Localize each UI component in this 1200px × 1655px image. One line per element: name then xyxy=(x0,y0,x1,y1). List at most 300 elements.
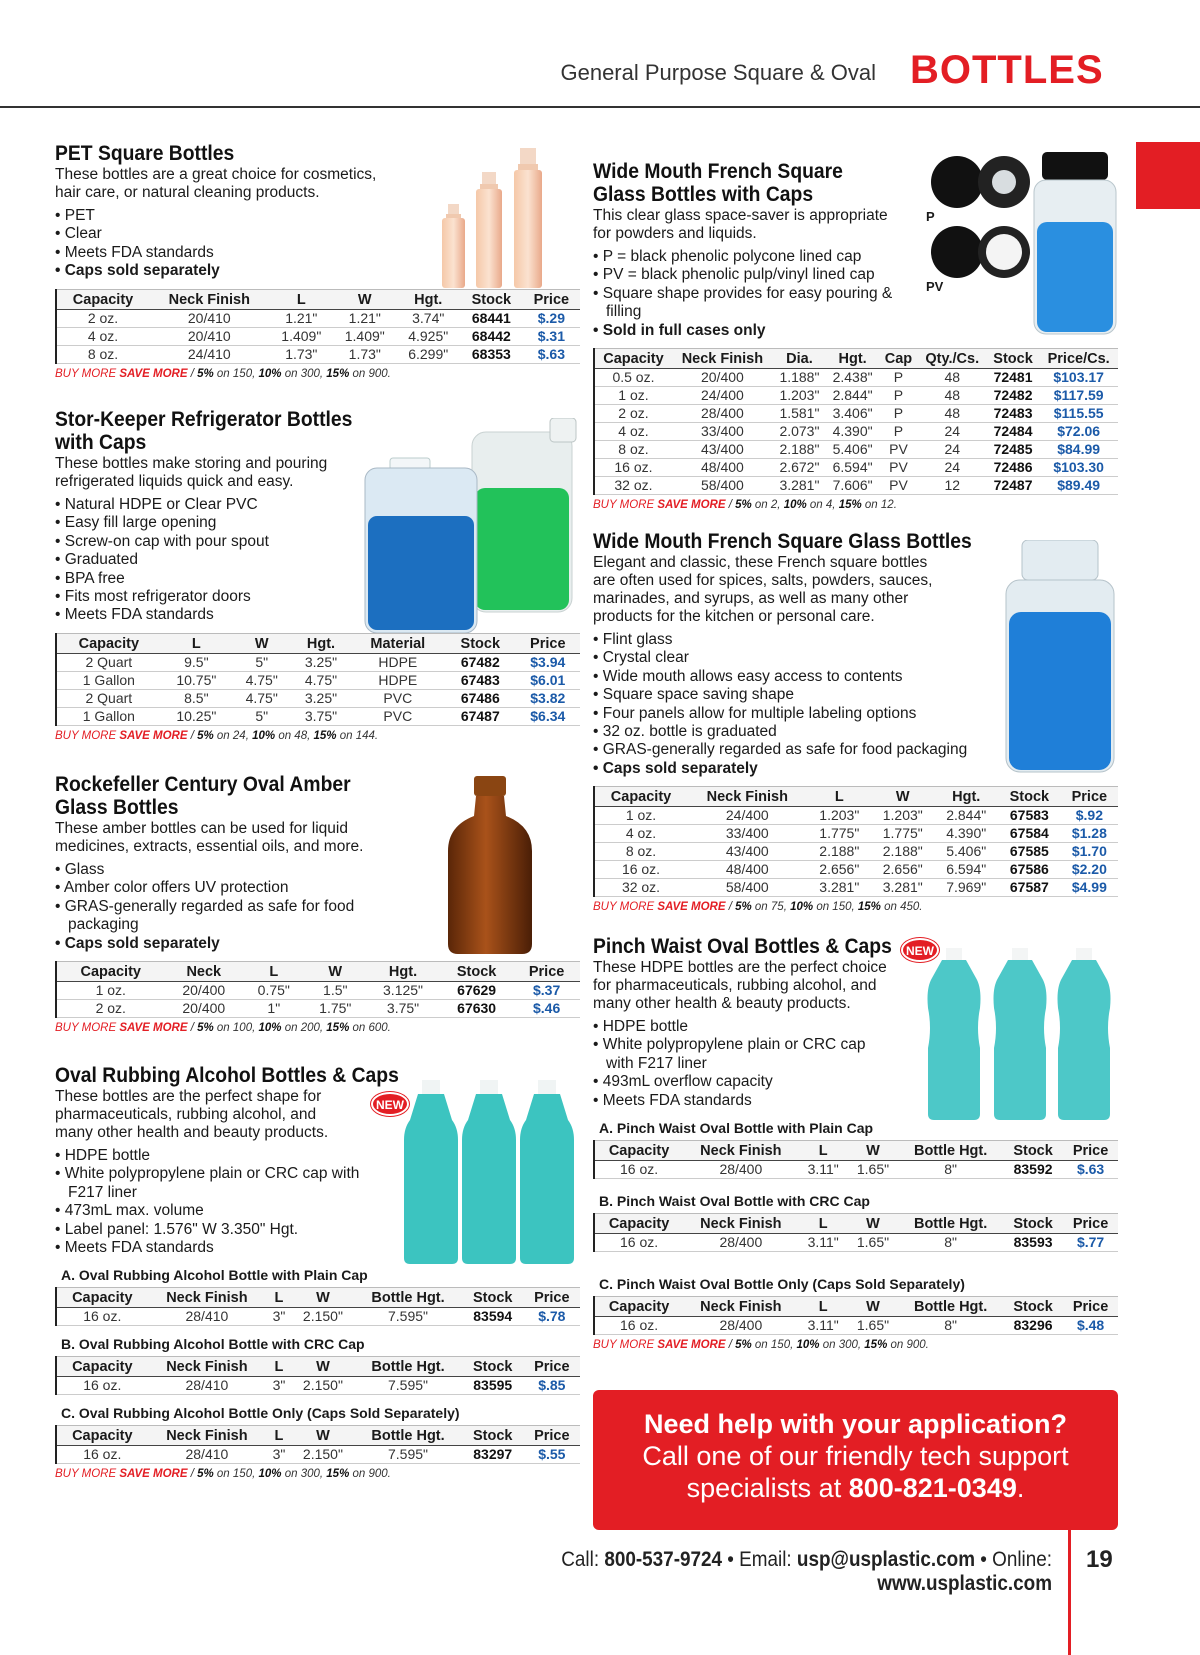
buy-more-part: on 144. xyxy=(336,729,379,742)
table-cell: 67586 xyxy=(998,861,1061,879)
table-cell: 2.150" xyxy=(292,1446,354,1464)
table-cell: 3.75" xyxy=(366,1000,440,1018)
table-cell: 8" xyxy=(898,1161,1003,1179)
buy-more-part: on 900. xyxy=(349,1468,391,1481)
header-subtitle: General Purpose Square & Oval xyxy=(560,60,876,85)
table-cell: 1.409" xyxy=(333,327,396,345)
table-cell: 16 oz. xyxy=(56,1308,148,1326)
table-cell: 67487 xyxy=(445,707,516,725)
table-row xyxy=(56,1308,580,1326)
table-header: Price/Cs. xyxy=(1039,349,1118,369)
buy-more-note xyxy=(55,730,580,742)
table-cell: 2.844" xyxy=(935,807,998,825)
table-cell: 4.75" xyxy=(232,671,291,689)
table-header: Price xyxy=(524,1288,580,1308)
section-desc: These bottles are a great choice for cosmetics, hair care, or natural cleaning products. xyxy=(55,166,377,201)
table-cell: 2.150" xyxy=(292,1308,354,1326)
spec-table-c xyxy=(55,1425,580,1464)
bullet-item-bold: • Caps sold separately xyxy=(593,760,1118,778)
table-cell: 8" xyxy=(898,1317,1003,1335)
bullet-item: • White polypropylene plain or CRC cap with F217 liner xyxy=(55,1165,385,1202)
table-cell: 1 Gallon xyxy=(56,671,161,689)
table-cell: 67587 xyxy=(998,879,1061,897)
table-cell: 72485 xyxy=(987,441,1040,459)
table-header: W xyxy=(848,1297,899,1317)
subheading-b: B. Pinch Waist Oval Bottle with CRC Cap xyxy=(599,1193,870,1210)
table-cell: 68441 xyxy=(460,309,523,327)
buy-more-note xyxy=(593,901,1118,913)
table-header: Neck Finish xyxy=(683,1297,798,1317)
buy-more-note xyxy=(593,1339,1118,1351)
table-row xyxy=(594,459,1118,477)
table-header: Stock xyxy=(462,1357,524,1377)
table-cell: 3.281" xyxy=(871,879,934,897)
subheading-a: A. Pinch Waist Oval Bottle with Plain Cap xyxy=(599,1120,874,1137)
bullet-item-bold: • Sold in full cases only xyxy=(593,322,903,340)
table-cell: 4.390" xyxy=(935,825,998,843)
table-cell: 1.65" xyxy=(848,1234,899,1252)
table-cell: $117.59 xyxy=(1039,387,1118,405)
table-row xyxy=(594,1317,1118,1335)
bullet-list xyxy=(593,248,903,340)
table-header: Capacity xyxy=(594,1141,683,1161)
table-row xyxy=(594,825,1118,843)
table-header: Bottle Hgt. xyxy=(898,1141,1003,1161)
table-cell: 2.672" xyxy=(773,459,826,477)
table-cell: 12 xyxy=(918,477,987,495)
table-cell: 67486 xyxy=(445,689,516,707)
bullet-item: • GRAS-generally regarded as safe for food packaging xyxy=(593,741,1118,759)
bullet-item: • 32 oz. bottle is graduated xyxy=(593,723,1118,741)
table-cell: 3.11" xyxy=(799,1234,848,1252)
bullet-item: • GRAS-generally regarded as safe for food packaging xyxy=(55,898,385,935)
table-header: L xyxy=(270,289,333,309)
table-row xyxy=(56,653,580,671)
table-header: Stock xyxy=(987,349,1040,369)
table-header: Stock xyxy=(462,1288,524,1308)
table-cell: $103.17 xyxy=(1039,369,1118,387)
table-cell: 24/400 xyxy=(687,807,808,825)
table-cell: $1.70 xyxy=(1061,843,1118,861)
footer-call-label: Call: xyxy=(561,1548,605,1571)
table-cell: $.77 xyxy=(1063,1234,1118,1252)
table-cell: $84.99 xyxy=(1039,441,1118,459)
table-cell: 3.11" xyxy=(799,1317,848,1335)
buy-more-part: 15% xyxy=(313,729,337,742)
table-cell: 28/400 xyxy=(672,405,773,423)
bullet-item: • 493mL overflow capacity xyxy=(593,1073,893,1091)
table-cell: 72482 xyxy=(987,387,1040,405)
table-cell: 4.75" xyxy=(291,671,350,689)
table-cell: 83594 xyxy=(462,1308,524,1326)
table-header: Stock xyxy=(1003,1214,1063,1234)
table-cell: 4 oz. xyxy=(594,825,687,843)
oval-rubbing-bottles-image xyxy=(402,1080,582,1265)
buy-more-note xyxy=(55,1022,580,1034)
table-cell: 1.73" xyxy=(270,345,333,363)
table-cell: 3.281" xyxy=(773,477,826,495)
spec-table-a xyxy=(55,1287,580,1326)
buy-more-part: BUY MORE xyxy=(55,729,120,742)
table-header: Price xyxy=(1063,1297,1118,1317)
table-cell: 1.65" xyxy=(848,1317,899,1335)
table-cell: $1.28 xyxy=(1061,825,1118,843)
table-cell: 8" xyxy=(898,1234,1003,1252)
table-cell: $89.49 xyxy=(1039,477,1118,495)
buy-more-part: on 150, xyxy=(213,367,259,380)
help-phone-link[interactable]: 800-821-0349 xyxy=(848,1473,1017,1503)
table-cell: 1.73" xyxy=(333,345,396,363)
table-row xyxy=(56,1000,580,1018)
bullet-item: • PV = black phenolic pulp/vinyl lined cap xyxy=(593,266,903,284)
table-header: Hgt. xyxy=(935,787,998,807)
section-desc: These HDPE bottles are the perfect choice for pharmaceuticals, rubbing alcohol, and many other health & beauty products. xyxy=(593,959,887,1012)
bullet-item: • PET xyxy=(55,207,580,225)
bullet-item: • HDPE bottle xyxy=(593,1018,893,1036)
table-cell: 16 oz. xyxy=(594,1317,683,1335)
table-cell: 3" xyxy=(266,1446,291,1464)
bullet-item: • 473mL max. volume xyxy=(55,1202,385,1220)
table-cell: 67583 xyxy=(998,807,1061,825)
table-cell: 2 Quart xyxy=(56,689,161,707)
table-cell: 0.75" xyxy=(243,982,304,1000)
table-cell: 7.969" xyxy=(935,879,998,897)
bullet-item: • Label panel: 1.576" W 3.350" Hgt. xyxy=(55,1221,385,1239)
buy-more-part: 5% xyxy=(197,729,214,742)
table-cell: 58/400 xyxy=(687,879,808,897)
buy-more-part: 10% xyxy=(258,1468,282,1481)
buy-more-part: 15% xyxy=(864,1339,888,1352)
table-cell: 7.595" xyxy=(354,1308,462,1326)
table-header: Capacity xyxy=(56,1357,148,1377)
table-row xyxy=(594,1161,1118,1179)
table-row xyxy=(56,1446,580,1464)
table-cell: 28/410 xyxy=(148,1377,267,1395)
bullet-item: • Wide mouth allows easy access to contents xyxy=(593,668,1118,686)
table-cell: 32 oz. xyxy=(594,477,672,495)
table-header: Neck Finish xyxy=(687,787,808,807)
table-cell: PV xyxy=(879,459,918,477)
table-cell: 1.203" xyxy=(871,807,934,825)
buy-more-part: on 300, xyxy=(281,367,327,380)
table-cell: 83297 xyxy=(462,1446,524,1464)
bullet-item: • Natural HDPE or Clear PVC xyxy=(55,496,580,514)
table-header: Hgt. xyxy=(397,289,460,309)
buy-more-part: SAVE MORE xyxy=(119,367,188,380)
table-header: L xyxy=(266,1357,291,1377)
bullet-list xyxy=(55,861,385,953)
table-cell: 7.595" xyxy=(354,1446,462,1464)
buy-more-part: / xyxy=(187,1468,198,1481)
table-header: Price xyxy=(524,1426,580,1446)
table-cell: $.48 xyxy=(1063,1317,1118,1335)
buy-more-part: SAVE MORE xyxy=(119,729,188,742)
table-header: Price xyxy=(516,633,580,653)
table-row xyxy=(56,707,580,725)
bullet-item: • Four panels allow for multiple labeling options xyxy=(593,705,1118,723)
french-square-bottle-image xyxy=(1000,540,1120,775)
bullet-item: • BPA free xyxy=(55,570,580,588)
table-cell: 43/400 xyxy=(672,441,773,459)
table-cell: 2 oz. xyxy=(594,405,672,423)
table-header: Stock xyxy=(462,1426,524,1446)
buy-more-part: 5% xyxy=(197,367,214,380)
table-cell: 58/400 xyxy=(672,477,773,495)
table-cell: 3.406" xyxy=(826,405,879,423)
table-cell: 24 xyxy=(918,459,987,477)
table-cell: 48/400 xyxy=(672,459,773,477)
table-cell: 4.75" xyxy=(232,689,291,707)
table-cell: 16 oz. xyxy=(56,1446,148,1464)
buy-more-part: on 4, xyxy=(806,499,839,512)
table-cell: 1.203" xyxy=(808,807,871,825)
section-desc: Elegant and classic, these French square bottles are often used for spices, salts, powders, sauces, marinades, and syrups, as well as many other products for the kitchen or personal care. xyxy=(593,554,933,625)
buy-more-part: on 2, xyxy=(751,499,784,512)
table-header: L xyxy=(266,1426,291,1446)
table-row xyxy=(594,861,1118,879)
table-header: L xyxy=(799,1141,848,1161)
table-cell: 6.299" xyxy=(397,345,460,363)
table-header: Neck xyxy=(165,962,244,982)
table-row xyxy=(594,405,1118,423)
spec-table xyxy=(593,348,1118,495)
table-cell: 1" xyxy=(243,1000,304,1018)
section-desc: This clear glass space-saver is appropriate for powders and liquids. xyxy=(593,207,888,242)
table-cell: 4.390" xyxy=(826,423,879,441)
table-row xyxy=(56,309,580,327)
buy-more-part: 15% xyxy=(326,1468,350,1481)
table-cell: 48 xyxy=(918,405,987,423)
help-line-1: Need help with your application? xyxy=(643,1409,1068,1439)
bullet-item: • Flint glass xyxy=(593,631,1118,649)
table-cell: 28/400 xyxy=(683,1161,798,1179)
table-header: W xyxy=(292,1426,354,1446)
buy-more-part: SAVE MORE xyxy=(657,1339,726,1352)
table-cell: 48 xyxy=(918,387,987,405)
table-row xyxy=(594,423,1118,441)
bullet-item: • Screw-on cap with pour spout xyxy=(55,533,580,551)
buy-more-part: on 300, xyxy=(819,1339,865,1352)
table-cell: 1.775" xyxy=(808,825,871,843)
bullet-item: • Fits most refrigerator doors xyxy=(55,588,580,606)
table-cell: 28/400 xyxy=(683,1317,798,1335)
table-cell: 2.844" xyxy=(826,387,879,405)
table-row xyxy=(594,369,1118,387)
table-cell: 5" xyxy=(232,707,291,725)
buy-more-part: on 150, xyxy=(213,1468,259,1481)
table-header: Price xyxy=(524,1357,580,1377)
table-cell: PVC xyxy=(351,707,445,725)
help-line-3-end: . xyxy=(1016,1473,1025,1503)
table-cell: 8 oz. xyxy=(594,843,687,861)
footer-website-link[interactable]: www.usplastic.com xyxy=(877,1572,1052,1595)
buy-more-part: BUY MORE xyxy=(593,1339,658,1352)
spec-table-c xyxy=(593,1296,1118,1335)
table-cell: 9.5" xyxy=(161,653,232,671)
table-cell: 43/400 xyxy=(687,843,808,861)
table-cell: 20/400 xyxy=(165,982,244,1000)
buy-more-part: on 100, xyxy=(213,1022,259,1035)
table-cell: 3.11" xyxy=(799,1161,848,1179)
bullet-list xyxy=(593,1018,893,1110)
buy-more-part: BUY MORE xyxy=(55,1022,120,1035)
buy-more-part: 5% xyxy=(197,1022,214,1035)
table-header: W xyxy=(292,1357,354,1377)
cap-label-p: P xyxy=(926,209,935,224)
table-cell: 83592 xyxy=(1003,1161,1063,1179)
bullet-item: • Square shape provides for easy pouring & filling xyxy=(593,285,903,322)
table-header: L xyxy=(799,1297,848,1317)
buy-more-part: 15% xyxy=(857,901,881,914)
table-header: Qty./Cs. xyxy=(918,349,987,369)
table-cell: $.63 xyxy=(523,345,580,363)
table-cell: P xyxy=(879,369,918,387)
table-row xyxy=(56,345,580,363)
table-cell: 20/400 xyxy=(672,369,773,387)
table-cell: $4.99 xyxy=(1061,879,1118,897)
table-header: Bottle Hgt. xyxy=(898,1297,1003,1317)
table-row xyxy=(594,387,1118,405)
table-cell: 67483 xyxy=(445,671,516,689)
buy-more-part: BUY MORE xyxy=(593,499,658,512)
section-title: Oval Rubbing Alcohol Bottles & Caps xyxy=(55,1064,399,1087)
table-header: L xyxy=(808,787,871,807)
buy-more-part: BUY MORE xyxy=(593,901,658,914)
table-cell: 68353 xyxy=(460,345,523,363)
help-line-3: specialists at xyxy=(686,1473,849,1503)
table-cell: $115.55 xyxy=(1039,405,1118,423)
subheading-c: C. Pinch Waist Oval Bottle Only (Caps Sold Separately) xyxy=(599,1276,965,1293)
table-cell: 67584 xyxy=(998,825,1061,843)
table-cell: $.29 xyxy=(523,309,580,327)
table-cell: 48 xyxy=(918,369,987,387)
table-cell: 7.606" xyxy=(826,477,879,495)
table-cell: 3.25" xyxy=(291,653,350,671)
bullet-item: • White polypropylene plain or CRC cap with F217 liner xyxy=(593,1036,893,1073)
table-cell: 83595 xyxy=(462,1377,524,1395)
table-cell: PV xyxy=(879,477,918,495)
buy-more-part: BUY MORE xyxy=(55,1468,120,1481)
buy-more-part: on 600. xyxy=(349,1022,391,1035)
table-cell: 2.188" xyxy=(871,843,934,861)
section-title: Stor-Keeper Refrigerator Bottles with Caps xyxy=(55,408,353,454)
table-header: Price xyxy=(1063,1214,1118,1234)
table-header: W xyxy=(292,1288,354,1308)
table-cell: 2 oz. xyxy=(56,309,149,327)
spec-table-a xyxy=(593,1140,1118,1179)
table-cell: HDPE xyxy=(351,653,445,671)
table-cell: $.85 xyxy=(524,1377,580,1395)
bullet-item: • Meets FDA standards xyxy=(593,1092,893,1110)
table-header: Capacity xyxy=(594,1297,683,1317)
table-header: Stock xyxy=(1003,1297,1063,1317)
buy-more-part: on 450. xyxy=(880,901,923,914)
bullet-item: • Amber color offers UV protection xyxy=(55,879,385,897)
buy-more-part: on 75, xyxy=(751,901,791,914)
buy-more-note xyxy=(593,499,1118,511)
buy-more-part: 5% xyxy=(197,1468,214,1481)
table-cell: PV xyxy=(879,441,918,459)
buy-more-part: SAVE MORE xyxy=(657,901,726,914)
buy-more-part: / xyxy=(725,901,736,914)
buy-more-part: 10% xyxy=(258,1022,282,1035)
table-header: Capacity xyxy=(594,349,672,369)
buy-more-part: BUY MORE xyxy=(55,367,120,380)
bullet-item: • Meets FDA standards xyxy=(55,606,580,624)
table-cell: $.37 xyxy=(513,982,580,1000)
table-cell: 16 oz. xyxy=(594,459,672,477)
table-cell: 2.188" xyxy=(773,441,826,459)
table-cell: P xyxy=(879,387,918,405)
table-header: Price xyxy=(1061,787,1118,807)
table-cell: $6.34 xyxy=(516,707,580,725)
table-cell: 1.409" xyxy=(270,327,333,345)
table-cell: $.31 xyxy=(523,327,580,345)
table-header: Neck Finish xyxy=(148,1357,267,1377)
buy-more-part: 10% xyxy=(783,499,807,512)
bullet-item: • Graduated xyxy=(55,551,580,569)
table-cell: 24 xyxy=(918,423,987,441)
buy-more-part: 10% xyxy=(258,367,282,380)
table-cell: $2.20 xyxy=(1061,861,1118,879)
buy-more-part: 10% xyxy=(796,1339,820,1352)
table-header: Bottle Hgt. xyxy=(354,1288,462,1308)
table-cell: $3.94 xyxy=(516,653,580,671)
table-cell: 67482 xyxy=(445,653,516,671)
section-desc: These bottles are the perfect shape for pharmaceuticals, rubbing alcohol, and many other health and beauty products. xyxy=(55,1088,329,1141)
table-header: Capacity xyxy=(56,633,161,653)
buy-more-part: / xyxy=(187,729,198,742)
table-cell: 3.281" xyxy=(808,879,871,897)
section-title: Wide Mouth French Square Glass Bottles with Caps xyxy=(593,160,843,206)
table-header: L xyxy=(799,1214,848,1234)
table-cell: 1.203" xyxy=(773,387,826,405)
section-tab xyxy=(1136,142,1200,209)
table-cell: 1.65" xyxy=(848,1161,899,1179)
cap-label-pv: PV xyxy=(926,279,944,294)
footer-email-link[interactable]: usp@usplastic.com xyxy=(796,1548,975,1571)
table-cell: $6.01 xyxy=(516,671,580,689)
buy-more-part: 15% xyxy=(838,499,862,512)
table-header: Stock xyxy=(460,289,523,309)
section-title: Rockefeller Century Oval Amber Glass Bottles xyxy=(55,773,351,819)
bullet-item: • Clear xyxy=(55,225,580,243)
table-header: Dia. xyxy=(773,349,826,369)
table-cell: 24 xyxy=(918,441,987,459)
table-header: Capacity xyxy=(594,787,687,807)
buy-more-part: 5% xyxy=(735,901,752,914)
table-cell: 2.150" xyxy=(292,1377,354,1395)
footer-phone-link[interactable]: 800-537-9724 xyxy=(604,1548,723,1571)
buy-more-part: on 150, xyxy=(751,1339,797,1352)
spec-table xyxy=(55,633,580,726)
table-row xyxy=(594,1234,1118,1252)
buy-more-part: on 24, xyxy=(213,729,253,742)
table-cell: 8.5" xyxy=(161,689,232,707)
table-cell: 24/410 xyxy=(149,345,270,363)
table-cell: 48/400 xyxy=(687,861,808,879)
table-cell: 20/410 xyxy=(149,309,270,327)
table-cell: 20/400 xyxy=(165,1000,244,1018)
table-row xyxy=(594,477,1118,495)
pet-bottles-image xyxy=(438,148,558,288)
table-header: Stock xyxy=(445,633,516,653)
table-cell: 72481 xyxy=(987,369,1040,387)
buy-more-part: 15% xyxy=(326,1022,350,1035)
table-header: L xyxy=(161,633,232,653)
table-cell: 8 oz. xyxy=(594,441,672,459)
table-header: Neck Finish xyxy=(672,349,773,369)
